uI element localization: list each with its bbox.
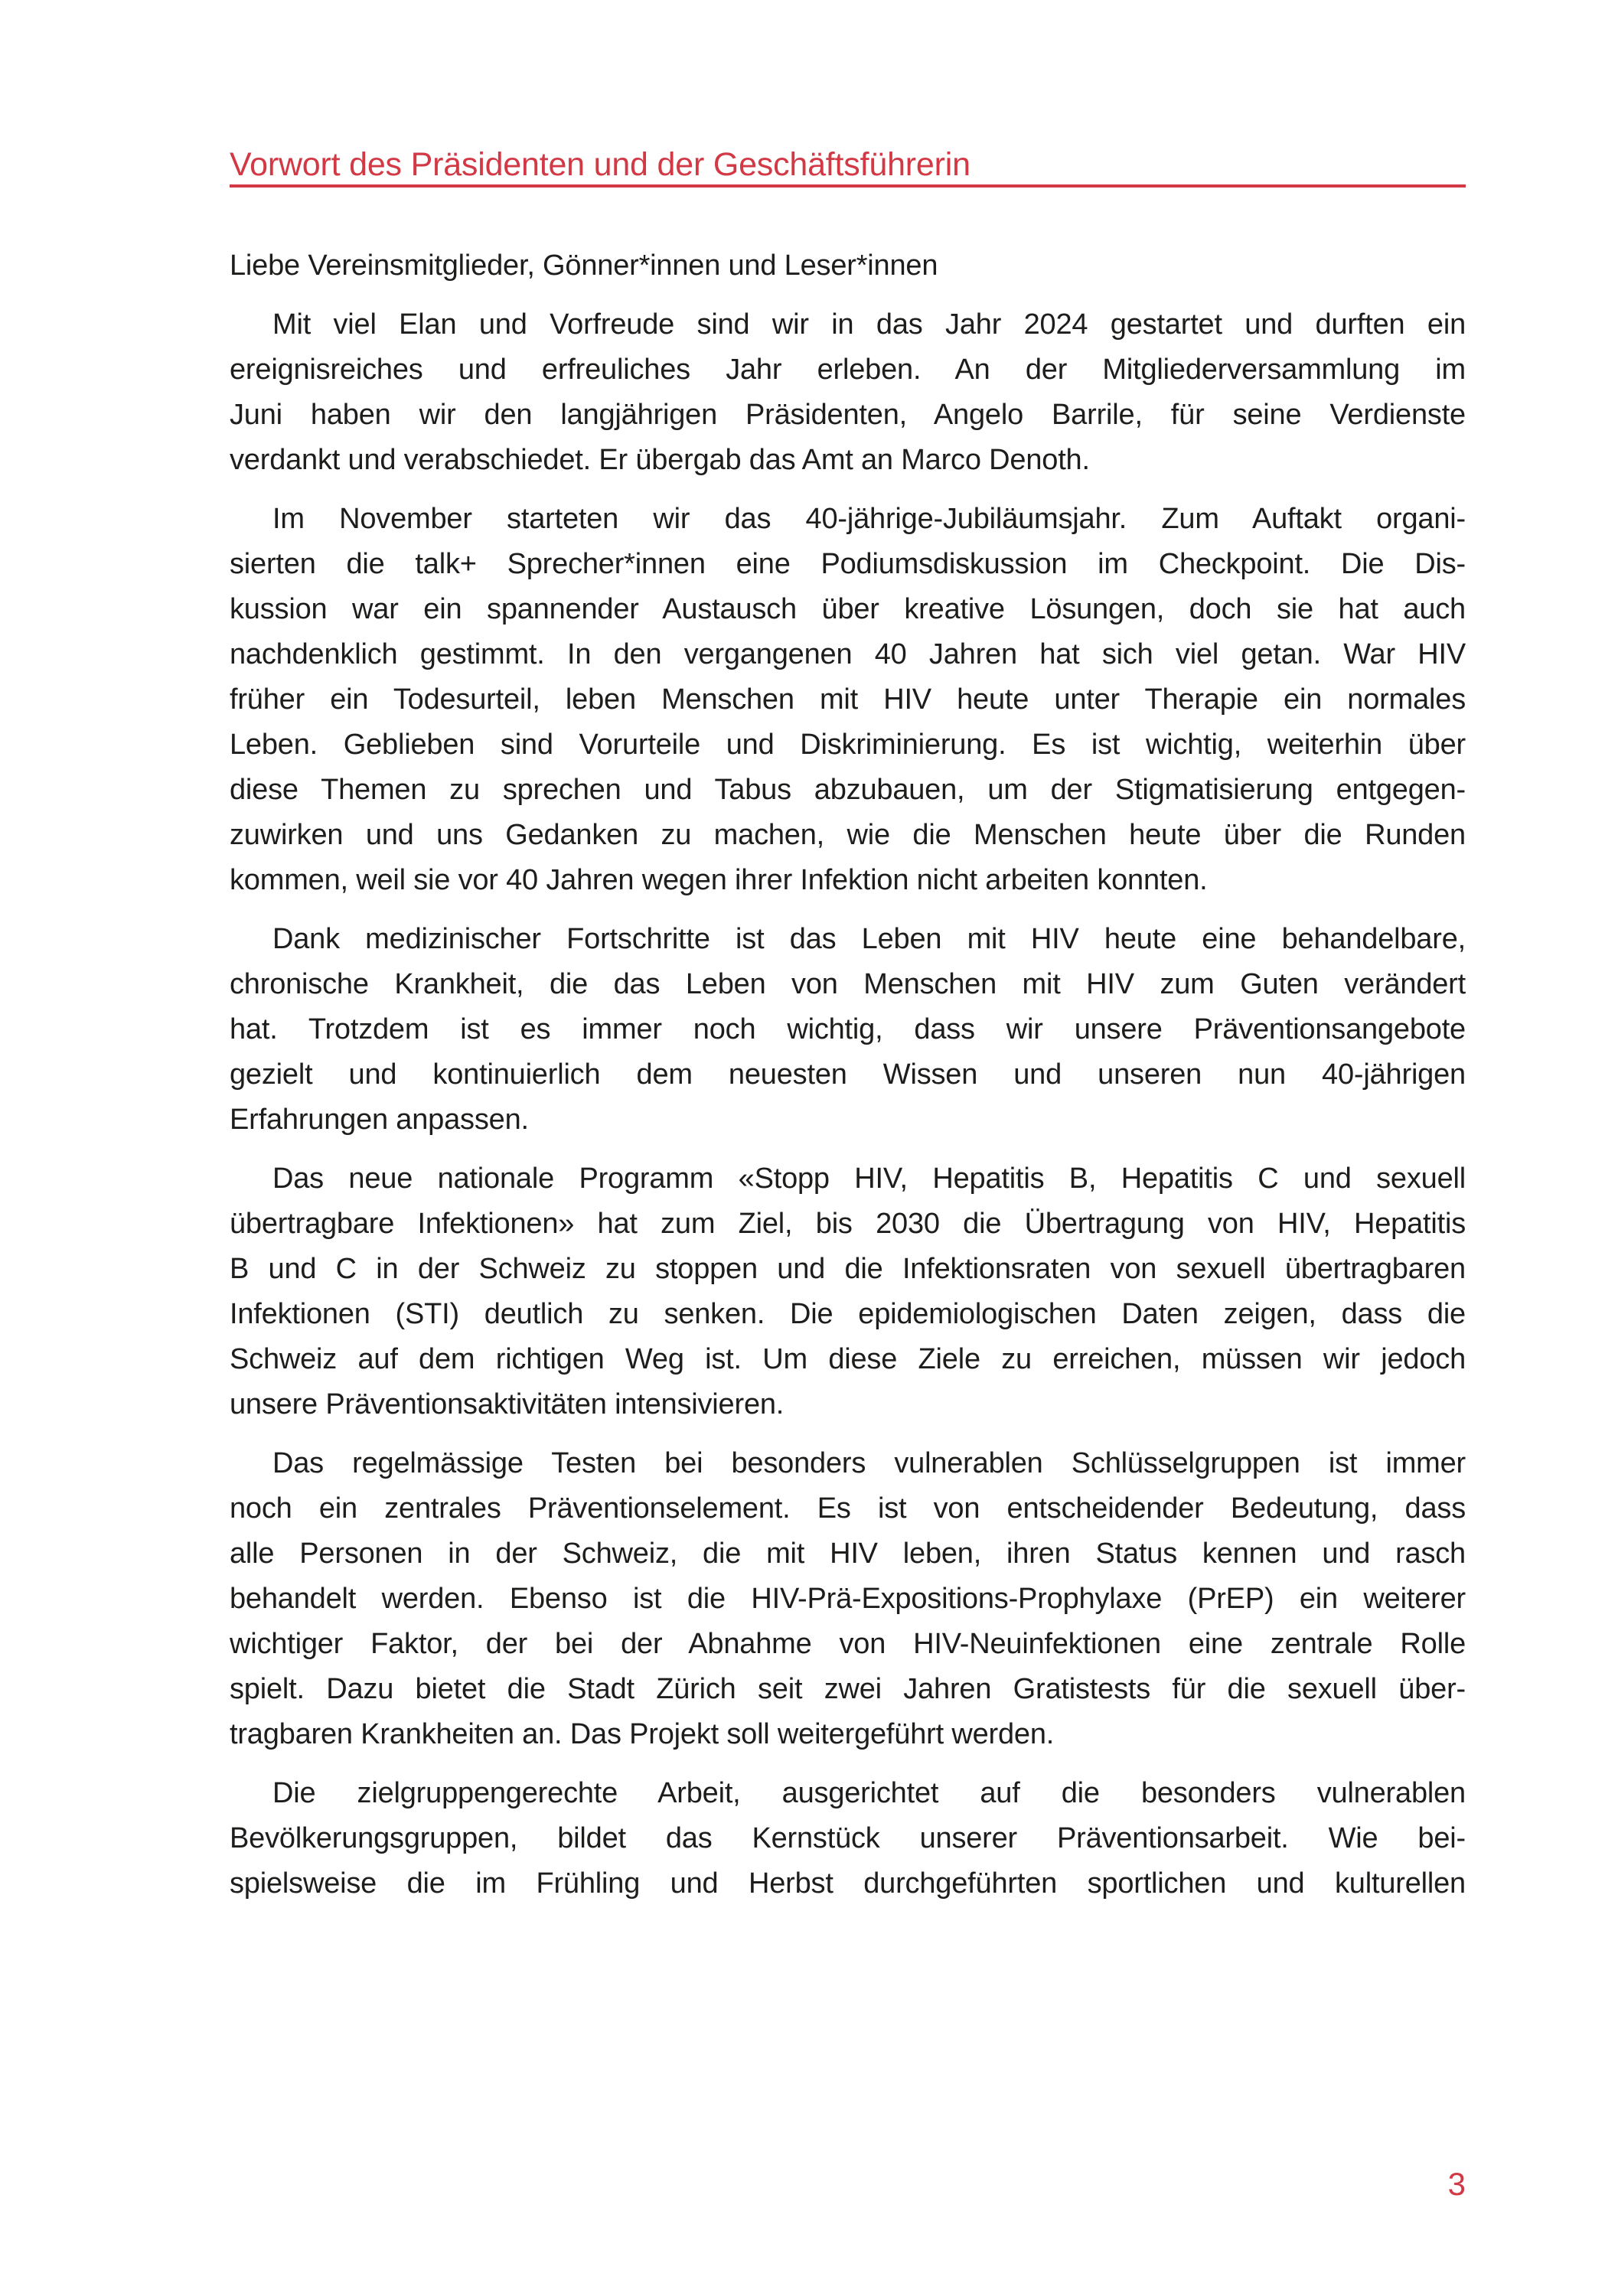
text-line: gezielt und kontinuierlich dem neuesten Wissen und unseren nun 40-jährigen xyxy=(230,1058,1466,1091)
text-line: Erfahrungen anpassen. xyxy=(230,1104,529,1136)
paragraph xyxy=(230,1771,1466,1906)
page-title: Vorwort des Präsidenten und der Geschäftsführerin xyxy=(230,146,970,183)
text-line: tragbaren Krankheiten an. Das Projekt soll weitergeführt werden. xyxy=(230,1718,1055,1750)
paragraph xyxy=(230,917,1466,1143)
text-line: behandelt werden. Ebenso ist die HIV-Prä-Expositions-Prophylaxe (PrEP) ein weiterer xyxy=(230,1583,1466,1615)
text-line: zuwirken und uns Gedanken zu machen, wie die Menschen heute über die Runden xyxy=(230,819,1466,851)
text-line: Mit viel Elan und Vorfreude sind wir in das Jahr 2024 gestartet und durften ein xyxy=(272,308,1466,341)
text-line: Juni haben wir den langjährigen Präsidenten, Angelo Barrile, für seine Verdienste xyxy=(230,399,1466,431)
text-line: verdankt und verabschiedet. Er übergab das Amt an Marco Denoth. xyxy=(230,444,1090,476)
text-line: alle Personen in der Schweiz, die mit HIV leben, ihren Status kennen und rasch xyxy=(230,1538,1466,1570)
text-line: früher ein Todesurteil, leben Menschen mit HIV heute unter Therapie ein normales xyxy=(230,683,1466,716)
text-line: Schweiz auf dem richtigen Weg ist. Um diese Ziele zu erreichen, müssen wir jedoch xyxy=(230,1343,1466,1375)
text-line: Das regelmässige Testen bei besonders vulnerablen Schlüsselgruppen ist immer xyxy=(272,1447,1466,1479)
paragraph xyxy=(230,302,1466,483)
text-line: spielsweise die im Frühling und Herbst durchgeführten sportlichen und kulturellen xyxy=(230,1867,1466,1900)
text-line: Im November starteten wir das 40-jährige-Jubiläumsjahr. Zum Auftakt organi- xyxy=(272,503,1466,535)
text-line: kommen, weil sie vor 40 Jahren wegen ihrer Infektion nicht arbeiten konnten. xyxy=(230,864,1208,896)
salutation-line: Liebe Vereinsmitglieder, Gönner*innen und Leser*innen xyxy=(230,249,938,282)
text-line: wichtiger Faktor, der bei der Abnahme von HIV-Neuinfektionen eine zentrale Rolle xyxy=(230,1628,1466,1660)
paragraphs-container xyxy=(230,302,1466,1906)
text-line: Leben. Geblieben sind Vorurteile und Diskriminierung. Es ist wichtig, weiterhin über xyxy=(230,729,1466,761)
paragraph xyxy=(230,497,1466,903)
paragraph xyxy=(230,1156,1466,1427)
text-line: ereignisreiches und erfreuliches Jahr erleben. An der Mitgliederversammlung im xyxy=(230,354,1466,386)
title-underline-rule xyxy=(230,184,1466,188)
text-line: B und C in der Schweiz zu stoppen und die Infektionsraten von sexuell übertragbaren xyxy=(230,1253,1466,1285)
text-line: kussion war ein spannender Austausch über kreative Lösungen, doch sie hat auch xyxy=(230,593,1466,625)
page-number: 3 xyxy=(1447,2166,1466,2202)
text-line: übertragbare Infektionen» hat zum Ziel, bis 2030 die Übertragung von HIV, Hepatitis xyxy=(230,1208,1466,1240)
text-line: hat. Trotzdem ist es immer noch wichtig, dass wir unsere Präventionsangebote xyxy=(230,1013,1466,1045)
text-line: sierten die talk+ Sprecher*innen eine Podiumsdiskussion im Checkpoint. Die Dis- xyxy=(230,548,1466,580)
text-line: diese Themen zu sprechen und Tabus abzubauen, um der Stigmatisierung entgegen- xyxy=(230,774,1466,806)
text-line: Bevölkerungsgruppen, bildet das Kernstück unserer Präventionsarbeit. Wie bei- xyxy=(230,1822,1466,1854)
paragraph xyxy=(230,1441,1466,1757)
text-line: chronische Krankheit, die das Leben von Menschen mit HIV zum Guten verändert xyxy=(230,968,1466,1000)
body-text xyxy=(230,243,1466,1906)
text-line: unsere Präventionsaktivitäten intensivieren. xyxy=(230,1388,785,1420)
text-line: Dank medizinischer Fortschritte ist das Leben mit HIV heute eine behandelbare, xyxy=(272,923,1466,955)
text-line: Die zielgruppengerechte Arbeit, ausgerichtet auf die besonders vulnerablen xyxy=(272,1777,1466,1809)
text-line: nachdenklich gestimmt. In den vergangenen 40 Jahren hat sich viel getan. War HIV xyxy=(230,638,1466,670)
text-line: Das neue nationale Programm «Stopp HIV, Hepatitis B, Hepatitis C und sexuell xyxy=(272,1163,1466,1195)
text-line: Infektionen (STI) deutlich zu senken. Die epidemiologischen Daten zeigen, dass die xyxy=(230,1298,1466,1330)
text-line: spielt. Dazu bietet die Stadt Zürich seit zwei Jahren Gratistests für die sexuell über- xyxy=(230,1673,1466,1705)
text-line: noch ein zentrales Präventionselement. Es ist von entscheidender Bedeutung, dass xyxy=(230,1492,1466,1525)
